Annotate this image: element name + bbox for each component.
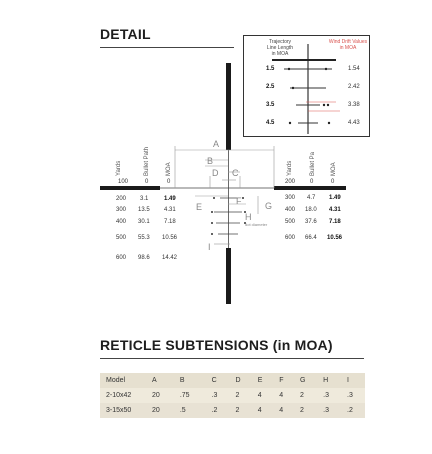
left-header-yards: Yards — [116, 160, 122, 176]
right-row-3-path: 37.6 — [305, 219, 317, 225]
col-header-c: C — [211, 377, 217, 384]
right-zero-yards: 200 — [285, 179, 296, 185]
left-row-3-path: 30.1 — [138, 219, 150, 225]
label-h: H — [245, 212, 252, 222]
inset-row-3-right: 3.38 — [348, 102, 360, 108]
left-row-2-path: 13.5 — [138, 207, 150, 213]
subtensions-underline — [100, 358, 364, 359]
cell-d: 2 — [235, 407, 240, 414]
cell-a: 20 — [152, 392, 160, 399]
right-header-bullet-path: Bullet Pa — [310, 151, 316, 176]
col-header-g: G — [300, 377, 306, 384]
col-header-i: I — [347, 377, 349, 384]
col-header-h: H — [323, 377, 329, 384]
left-row-4-path: 55.3 — [138, 235, 150, 241]
right-row-4-yards: 600 — [285, 235, 296, 241]
subtensions-heading: RETICLE SUBTENSIONS (in MOA) — [100, 337, 333, 353]
inset-row-3-left: 3.5 — [266, 102, 275, 108]
cell-b: .5 — [179, 407, 186, 414]
cell-d: 2 — [235, 392, 240, 399]
label-c: C — [232, 168, 239, 178]
cell-i: .3 — [347, 392, 353, 399]
left-zero-yards: 100 — [118, 179, 129, 185]
label-dot-diameter: dot diameter — [245, 222, 268, 227]
left-row-5-path: 98.6 — [138, 255, 150, 261]
right-row-2-yards: 400 — [285, 207, 296, 213]
left-row-3-yards: 400 — [116, 219, 127, 225]
right-row-4-path: 66.4 — [305, 235, 317, 241]
cell-e: 4 — [257, 392, 262, 399]
col-header-d: D — [235, 377, 241, 384]
col-header-e: E — [257, 377, 263, 384]
cell-g: 2 — [300, 392, 304, 399]
right-row-1-path: 4.7 — [307, 195, 316, 201]
label-i: I — [208, 242, 211, 252]
left-row-5-moa: 14.42 — [162, 255, 178, 261]
right-zero-moa: 0 — [331, 179, 335, 185]
label-g: G — [265, 201, 273, 211]
inset-row-4-right: 4.43 — [348, 120, 360, 126]
cell-a: 20 — [152, 407, 160, 414]
cell-model: 3-15x50 — [106, 407, 132, 414]
cell-b: .75 — [179, 392, 190, 399]
left-row-3-moa: 7.18 — [164, 219, 176, 225]
left-row-2-yards: 300 — [116, 207, 127, 213]
table-row — [100, 403, 365, 418]
col-header-model: Model — [106, 377, 126, 384]
right-zero-path: 0 — [310, 179, 314, 185]
table-row — [100, 388, 365, 403]
label-a: A — [213, 139, 220, 149]
wind-drift-header: Wind Drift Values in MOA — [328, 39, 368, 51]
right-row-1-moa: 1.49 — [329, 195, 341, 201]
inset-row-4-left: 4.5 — [266, 120, 275, 126]
cell-e: 4 — [257, 407, 262, 414]
left-zero-moa: 0 — [167, 179, 171, 185]
cell-c: .3 — [211, 392, 218, 399]
right-row-2-moa: 4.31 — [329, 207, 341, 213]
left-row-5-yards: 600 — [116, 255, 127, 261]
left-zero-path: 0 — [145, 179, 149, 185]
table-header-row — [100, 373, 365, 388]
left-header-moa: MOA — [166, 162, 172, 176]
right-row-1-yards: 300 — [285, 195, 296, 201]
right-row-2-path: 18.0 — [305, 207, 317, 213]
cell-model: 2-10x42 — [106, 392, 132, 399]
col-header-f: F — [279, 377, 284, 384]
right-row-4-moa: 10.56 — [327, 235, 343, 241]
right-header-moa: MOA — [331, 162, 337, 176]
cell-h: .3 — [323, 407, 329, 414]
detail-heading: DETAIL — [100, 26, 151, 42]
cell-i: .2 — [347, 407, 353, 414]
inset-row-2-left: 2.5 — [266, 84, 275, 90]
label-d: D — [212, 168, 219, 178]
col-header-b: B — [179, 377, 185, 384]
trajectory-header: Trajectory Line Length in MOA — [266, 39, 294, 57]
left-row-4-moa: 10.56 — [162, 235, 178, 241]
inset-row-2-right: 2.42 — [348, 84, 360, 90]
label-e: E — [196, 202, 203, 212]
cell-g: 2 — [300, 407, 304, 414]
label-b: B — [207, 156, 214, 166]
label-f: F — [236, 196, 242, 206]
left-row-1-yards: 200 — [116, 196, 127, 202]
left-row-4-yards: 500 — [116, 235, 127, 241]
cell-f: 4 — [279, 407, 284, 414]
subtensions-table — [100, 373, 365, 418]
cell-h: .3 — [323, 392, 329, 399]
inset-row-1-right: 1.54 — [348, 66, 360, 72]
cell-c: .2 — [211, 407, 218, 414]
left-row-1-moa: 1.49 — [164, 196, 176, 202]
left-row-2-moa: 4.31 — [164, 207, 176, 213]
col-header-a: A — [152, 377, 157, 384]
inset-row-1-left: 1.5 — [266, 66, 275, 72]
left-row-1-path: 3.1 — [140, 196, 149, 202]
right-header-yards: Yards — [287, 160, 293, 176]
right-row-3-moa: 7.18 — [329, 219, 341, 225]
left-header-bullet-path: Bullet Path — [144, 146, 150, 176]
cell-f: 4 — [279, 392, 284, 399]
right-row-3-yards: 500 — [285, 219, 296, 225]
